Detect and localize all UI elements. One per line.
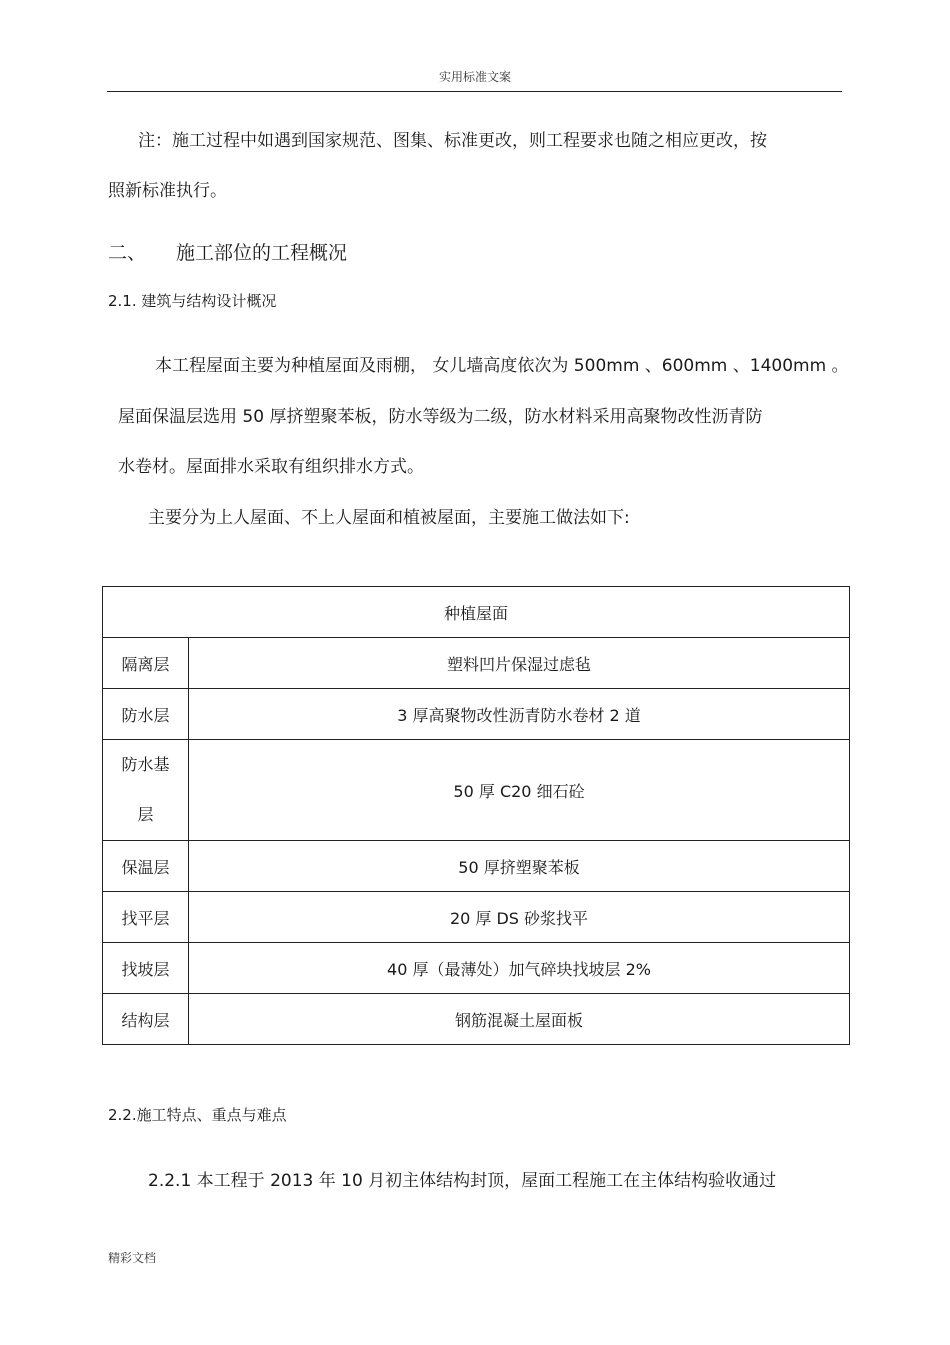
subsection-2-2-title: 2.2.施工特点、重点与难点	[108, 1106, 287, 1124]
section-title: 施工部位的工程概况	[176, 242, 348, 264]
table-row-label: 防水层	[103, 689, 189, 740]
page-header-title: 实用标准文案	[438, 70, 511, 84]
paragraph-1-line-3: 水卷材。屋面排水采取有组织排水方式。	[118, 457, 424, 477]
table-row-value: 40 厚（最薄处）加气碎块找坡层 2%	[189, 943, 850, 994]
paragraph-1-line-2: 屋面保温层选用 50 厚挤塑聚苯板，防水等级为二级，防水材料采用高聚物改性沥青防	[118, 407, 763, 427]
table-row-label: 隔离层	[103, 638, 189, 689]
table-title: 种植屋面	[103, 587, 850, 638]
paragraph-2-line-1: 主要分为上人屋面、不上人屋面和植被屋面，主要施工做法如下:	[148, 508, 630, 528]
table-row-label: 保温层	[103, 841, 189, 892]
paragraph-1-line-1: 本工程屋面主要为种植屋面及雨棚， 女儿墙高度依次为 500mm 、600mm 、1400mm 。	[155, 356, 849, 376]
planting-roof-table	[102, 586, 850, 1045]
table-row-label-line-2: 层	[137, 805, 154, 824]
page-footer: 精彩文档	[108, 1251, 157, 1265]
table-row-label	[103, 740, 189, 841]
table-row-value: 50 厚挤塑聚苯板	[189, 841, 850, 892]
table-row-label: 找平层	[103, 892, 189, 943]
note-line-1: 注：施工过程中如遇到国家规范、图集、标准更改，则工程要求也随之相应更改，按	[138, 131, 767, 151]
table-row-label-line-1: 防水基	[121, 755, 170, 774]
section-number: 二、	[108, 242, 147, 264]
paragraph-3-line-1: 2.2.1 本工程于 2013 年 10 月初主体结构封顶，屋面工程施工在主体结构验收通过	[148, 1171, 777, 1191]
table-row-value: 3 厚高聚物改性沥青防水卷材 2 道	[189, 689, 850, 740]
header-divider	[107, 91, 842, 92]
subsection-2-1-title: 2.1. 建筑与结构设计概况	[108, 292, 277, 310]
note-line-2: 照新标准执行。	[108, 181, 227, 201]
table-row-label: 找坡层	[103, 943, 189, 994]
table-row-value: 50 厚 C20 细石砼	[189, 740, 850, 841]
table-row-label: 结构层	[103, 994, 189, 1045]
table-row-value: 20 厚 DS 砂浆找平	[189, 892, 850, 943]
table-row-value: 塑料凹片保湿过虑毡	[189, 638, 850, 689]
table-row-value: 钢筋混凝土屋面板	[189, 994, 850, 1045]
